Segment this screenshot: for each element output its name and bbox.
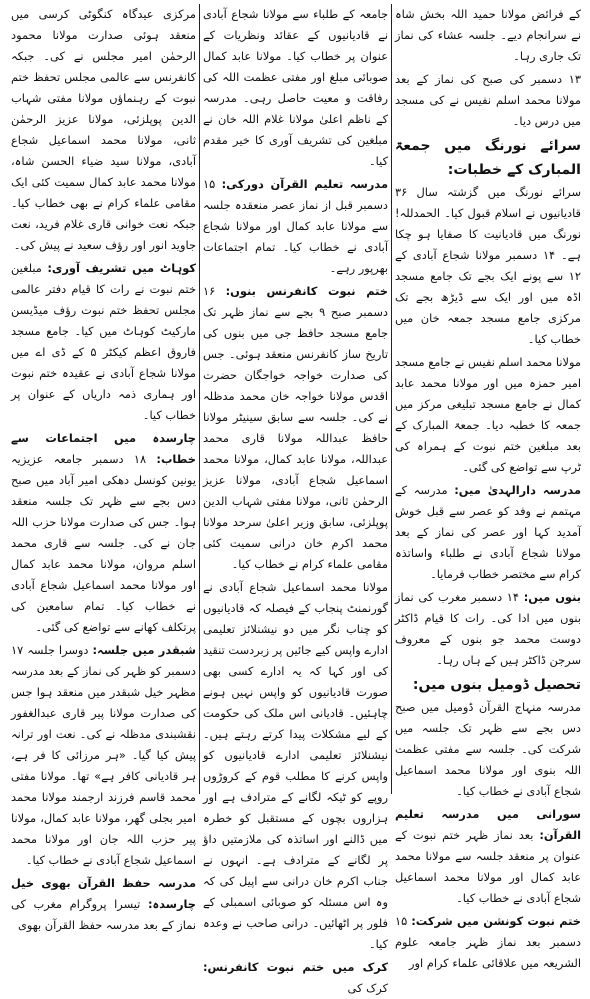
section [203,4,388,172]
section [395,911,581,974]
section [203,174,388,279]
section-body: کرک کی [347,981,388,995]
section-body: ۱۳ دسمبر کی صبح کی نماز کے بعد مولانا محمد اسلم نفیس نے کی مسجد میں درس دیا۔ [395,72,581,128]
section [395,134,581,350]
section [11,258,196,426]
section-body: مبلغین ختم نبوت نے رات کا قیام دفتر عالمی مجلس تحفظ ختم نبوت رؤف میڈیسن مارکیٹ کوہاٹ میں کیا۔ جامع مسجد فاروق اعظم کیکٹر ۵ کے ڈی اے میں مولانا شجاع آبادی نے عقیدہ ختم نبوت اور ہماری ذمہ داریاں کے عنوان پر خطاب کیا۔ [11,261,196,422]
section-body: تیسرا پروگرام مغرب کی نماز کے بعد مدرسہ حفظ القرآن بھوی [11,897,196,932]
section [203,577,388,955]
section-body: مدرسہ منہاج القرآن ڈومیل میں صبح دس بجے سے ظہر تک جلسہ میں شرکت کی۔ جلسہ سے مفتی عظمت اللہ بنوی اور مولانا محمد اسماعیل شجاع آبادی نے خطاب کیا۔ [395,700,581,798]
section-heading: بنوں میں: [523,590,582,604]
section-body: سرائے نورنگ میں گزشتہ سال ۳۶ قادیانیوں نے اسلام قبول کیا۔ الحمدللہ! نورنگ میں قادیانیت کا صفایا ہو چکا ہے۔ ۱۴ دسمبر مولانا شجاع آبادی کے ۱۲ سے پونے ایک بجے تک جامع مسجد اڈہ میں اور ایک سے ڈیڑھ بجے تک مرکزی جامع مسجد جمعہ خان میں خطاب کیا۔ [395,185,581,346]
section-heading: مدرسہ تعلیم القرآن دورکی: [221,177,388,191]
section-body: ۱۶ دسمبر صبح ۹ بجے سے نماز ظہر تک جامع مسجد حافظ جی میں بنوں کی تاریخ ساز کانفرنس منعقد ہوئی۔ جس کی صدارت خواجہ خواجگان حضرت اقدس مولانا خواجہ خان محمد مدظلہ نے کی۔ جلسہ سے سابق سینیٹر مولانا حافظ عبداللہ مولانا قاری محمد عبداللہ، مولانا عابد کمال، مولانا محمد اسماعیل شجاع آبادی، مولانا عزیز الرحمٰن ثانی، مولانا مفتی شہاب الدین پوپلزئی، سابق وزیر اعلیٰ سرحد مولانا محمد اکرم خان درانی سمیت کئی مقامی علماء کرام نے خطاب کیا۔ [203,284,388,571]
section [395,673,581,802]
section-body: جامعہ کے طلباء سے مولانا شجاع آبادی نے قادیانیوں کے عقائد ونظریات کے عنوان پر خطاب کیا۔ مولانا عابد کمال صوبائی مبلغ اور مفتی عظمت اللہ کی رفاقت و معیت حاصل رہی۔ مدرسہ کے ناظم اعلیٰ مولانا غلام اللہ خان نے مبلغین کی تشریف آوری کا خیر مقدم کیا۔ [203,7,388,168]
section [395,804,581,909]
section-body: مرکزی عیدگاہ کنگوٹی کرسی میں منعقد ہوئی صدارت مولانا محمود الرحمٰن امیر مجلس نے کی۔ جبکہ کانفرنس سے عالمی مجلس تحفظ ختم نبوت کے رہنماؤں مولانا مفتی شہاب الدین پوپلزئی، مولانا عزیز الرحمٰن ثانی، مولانا محمد اسماعیل شجاع آبادی، مولانا سید ضیاء الحسن شاہ، مولانا محمد عابد کمال سمیت کئی ایک مقامی علماء کرام نے بھی خطاب کیا۔ جبکہ نعت خوانی قاری غلام فرید، نعت جاوید انور اور رؤف سعید نے پیش کی۔ [11,7,196,252]
section [11,428,196,638]
section [395,352,581,478]
section-body: ۱۵ دسمبر قبل از نماز عصر منعقدہ جلسہ سے مولانا عابد کمال اور مولانا شجاع آبادی نے خطاب کیا۔ تمام اجتماعات بھرپور رہے۔ [203,177,388,275]
section-body: ۱۴ دسمبر مغرب کی نماز بنوں میں ادا کی۔ رات کا قیام ڈاکٹر دوست محمد جو بنوں کے معروف سرجن ڈاکٹر ہیں کے ہاں رہا۔ [395,590,581,667]
section [203,281,388,575]
section [395,4,581,67]
section-heading: ختم نبوت کونشن میں شرکت: [411,914,582,928]
section [395,69,581,132]
section-heading: سورانی میں مدرسہ تعلیم القرآن: [395,807,582,842]
column-left [8,4,200,932]
column-right [392,4,584,970]
section-body: ۱۵ دسمبر بعد نماز ظہر جامعہ علوم الشریعہ میں علاقائی علماء کرام اور [395,914,581,970]
section-heading: مدرسہ حفظ القرآن بھوی خیل چارسدہ: [11,876,196,911]
section [395,587,581,671]
section-heading: چارسدہ میں اجتماعات سے خطاب: [11,431,196,466]
section-heading: ختم نبوت کانفرنس بنوں: [225,284,389,298]
section [11,640,196,871]
section [203,957,388,999]
section [11,4,196,256]
section-body: دوسرا جلسہ ۱۷ دسمبر کو ظہر کی نماز کے بعد مدرسہ مظہر خیل شبقدر میں منعقد ہوا جس کی صدارت مولانا پیر قاری عبدالغفور نقشبندی مدظلہ نے کی۔ نعت اور ترانہ پیش کیا گیا۔ «ہر مرزائی کا فر ہے، ہر قادیانی کافر ہے» تھا۔ مولانا مفتی محمد قاسم فرزند ارجمند مولانا محمد امیر بجلی گھر، مولانا عابد کمال، مولانا پیر حزب اللہ جان اور مولانا محمد اسماعیل شجاع آبادی نے خطاب کیا۔ [11,643,196,867]
section-heading: کوہاٹ میں تشریف آوری: [47,261,196,275]
section [395,480,581,585]
section-body: مدرسہ کے مہتمم نے وفد کو عصر سے قبل خوش آمدید کہا اور عصر کی نماز کے بعد مولانا شجاع آبادی نے طلباء واساتذہ کرام سے مختصر خطاب فرمایا۔ [395,483,581,581]
section-body: مولانا محمد اسلم نفیس نے جامع مسجد امیر حمزہ میں اور مولانا محمد عابد کمال نے جامع مسجد تبلیغی مرکز میں جمعہ کا خطبہ دیا۔ جمعۃ المبارک کے بعد مبلغین ختم نبوت کے ہمراہ کی ٹرپ سے تواضع کی گئی۔ [395,355,581,474]
columns [6,4,584,995]
section-body: کے فرائض مولانا حمید اللہ بخش شاہ نے سرانجام دیے۔ جلسہ عشاء کی نماز تک جاری رہا۔ [395,7,581,63]
section-heading: مدرسہ دارالہدیٰ میں: [454,483,581,497]
section [11,873,196,936]
column-middle [200,4,392,995]
section-body: مولانا محمد اسماعیل شجاع آبادی نے گورنمنٹ پنجاب کے فیصلہ کہ قادیانیوں کو چناب نگر میں دو نیشنلائز تعلیمی ادارے واپس کیے جائیں پر زبردست تنقید کی اور کہا کہ یہ ادارے کسی بھی صورت قادیانیوں کو واپس نہیں ہونے چاہئیں۔ قادیانی اس ملک کی حکومت کے لیے مشکلات پیدا کرتے رہتے ہیں۔ نیشنلائز تعلیمی ادارے قادیانیوں کو واپس کرنے کا مطلب قوم کے کروڑوں روپے کو ٹیکہ لگانے کے مترادف ہے اور ہزاروں بچوں کے مستقبل کو خطرہ میں ڈالنے اور اساتذہ کی ملازمتیں داؤ پر لگانے کے مترادف ہے۔ انہوں نے جناب اکرم خان درانی سے اپیل کی کہ وہ اس مسئلہ کو صوبائی اسمبلی کے فلور پر اٹھائیں۔ درانی صاحب نے وعدہ کیا۔ [203,580,388,951]
section-heading: شبقدر میں جلسہ: [92,643,196,657]
section-heading: کرک میں ختم نبوت کانفرنس: [203,960,388,974]
section-body: ۱۸ دسمبر جامعہ عزیزیہ یونین کونسل دھکی امیر آباد میں صبح دس بجے سے ظہر تک جلسہ منعقد ہوا۔ جس کی صدارت مولانا حزب اللہ جان نے کی۔ جلسہ سے قاری محمد اسلم مروان، مولانا محمد عابد کمال اور مولانا محمد اسماعیل شجاع آبادی نے خطاب کیا۔ تمام سامعین کی پرتکلف کھانے سے تواضع کی گئی۔ [11,452,196,634]
section-body: بعد نماز ظہر ختم نبوت کے عنوان پر منعقد جلسہ سے مولانا محمد عابد کمال اور مولانا محمد اسماعیل شجاع آبادی نے خطاب کیا۔ [395,828,581,905]
section-heading: سرائے نورنگ میں جمعۃ المبارک کے خطبات: [395,138,581,178]
section-heading: تحصیل ڈومیل بنوں میں: [412,677,581,693]
